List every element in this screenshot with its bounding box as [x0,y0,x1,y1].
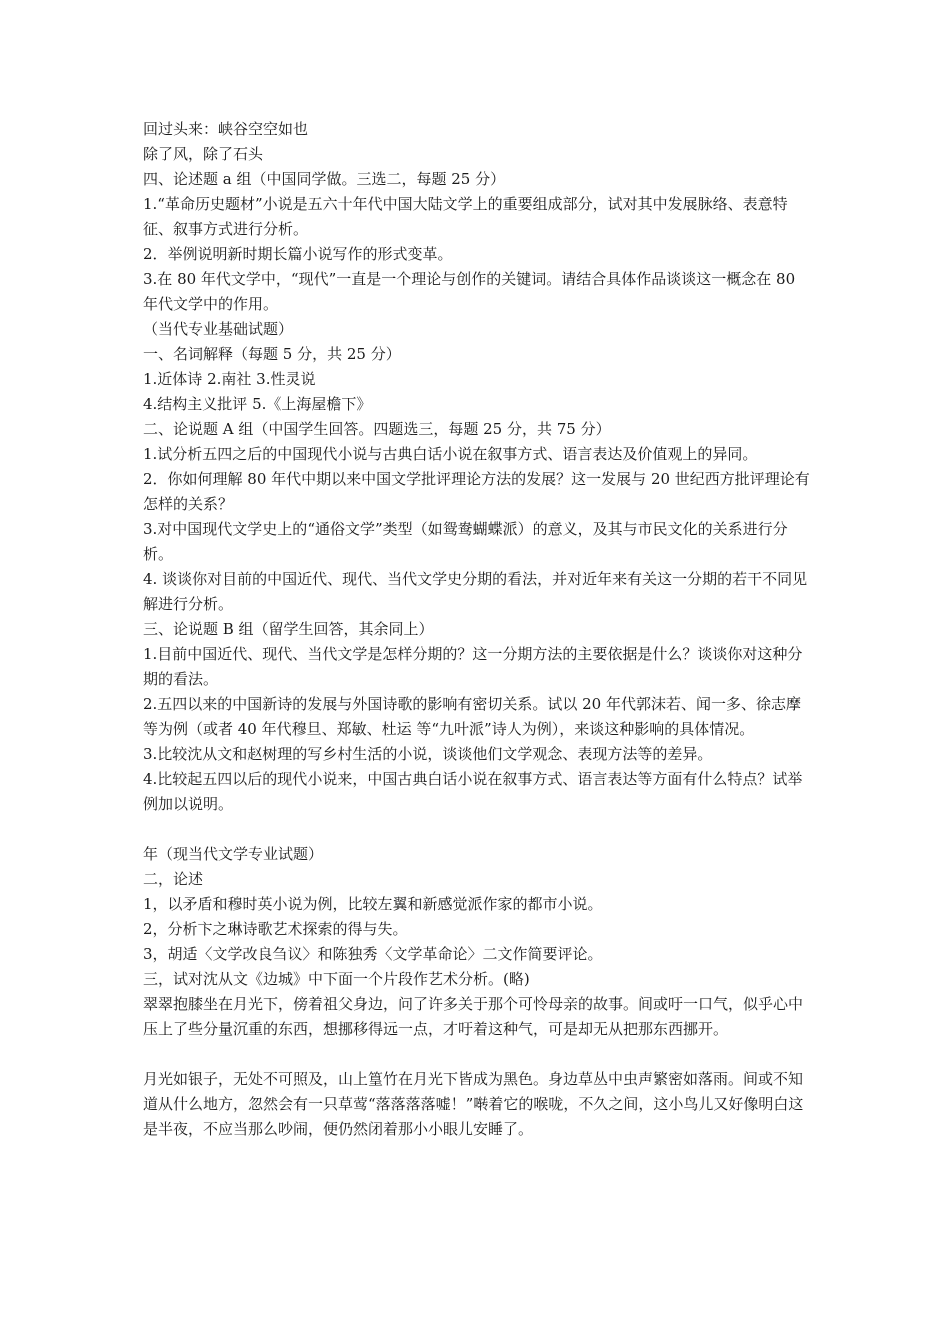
question-item: 2．你如何理解 80 年代中期以来中国文学批评理论方法的发展？这一发展与 20 世纪西方批评理论有怎样的关系？ [143,470,810,513]
blank-line [143,817,813,842]
question-item: 1.目前中国近代、现代、当代文学是怎样分期的？这一分期方法的主要依据是什么？谈谈你对这种分期的看法。 [143,645,803,688]
section-heading: 四、论述题 a 组（中国同学做。三选二，每题 25 分） [143,170,506,188]
section-subtitle: （当代专业基础试题） [143,320,294,338]
section-heading: 三、论说题 B 组（留学生回答，其余同上） [143,620,434,638]
blank-line [143,1042,813,1067]
section-heading: 三，试对沈从文《边城》中下面一个片段作艺术分析。(略) [143,970,530,988]
question-item: 3，胡适〈文学改良刍议〉和陈独秀〈文学革命论〉二文作简要评论。 [143,945,603,963]
question-item: 3.比较沈从文和赵树理的写乡村生活的小说，谈谈他们文学观念、表现方法等的差异。 [143,745,713,763]
question-item: 2，分析卞之琳诗歌艺术探索的得与失。 [143,920,408,938]
question-item: 1.“革命历史题材”小说是五六十年代中国大陆文学上的重要组成部分，试对其中发展脉络、表意特征、叙事方式进行分析。 [143,195,788,238]
year-heading [143,842,813,867]
poem-line: 回过头来：峡谷空空如也 [143,120,309,138]
section-heading: 二，论述 [143,870,204,888]
year-heading-text: 年（现当代文学专业试题） [143,845,324,863]
question-item: 4.比较起五四以后的现代小说来，中国古典白话小说在叙事方式、语言表达等方面有什么特点？试举例加以说明。 [143,770,803,813]
section-heading: 一、名词解释（每题 5 分，共 25 分） [143,345,401,363]
question-item: 3.在 80 年代文学中，“现代”一直是一个理论与创作的关键词。请结合具体作品谈谈这一概念在 80 年代文学中的作用。 [143,270,796,313]
question-item: 4.结构主义批评 5.《上海屋檐下》 [143,395,372,413]
question-item: 1，以矛盾和穆时英小说为例，比较左翼和新感觉派作家的都市小说。 [143,895,603,913]
section-heading: 二、论说题 A 组（中国学生回答。四题选三，每题 25 分，共 75 分） [143,420,611,438]
question-item: 2．举例说明新时期长篇小说写作的形式变革。 [143,245,453,263]
poem-line: 除了风，除了石头 [143,145,264,163]
question-item: 1.近体诗 2.南社 3.性灵说 [143,370,316,388]
question-item: 1.试分析五四之后的中国现代小说与古典白话小说在叙事方式、语言表达及价值观上的异同。 [143,445,758,463]
question-item: 2.五四以来的中国新诗的发展与外国诗歌的影响有密切关系。试以 20 年代郭沫若、闻一多、徐志摩等为例（或者 40 年代穆旦、郑敏、杜运 等“九叶派”诗人为例），来谈这种影响的具体情况。 [143,695,801,738]
document-body [143,117,813,1142]
excerpt-paragraph: 月光如银子，无处不可照及，山上篁竹在月光下皆成为黑色。身边草丛中虫声繁密如落雨。间或不知道从什么地方，忽然会有一只草莺“落落落落嘘！”啭着它的喉咙，不久之间，这小鸟儿又好像明白这是半夜，不应当那么吵闹，便仍然闭着那小小眼儿安睡了。 [143,1070,804,1138]
excerpt-paragraph: 翠翠抱膝坐在月光下，傍着祖父身边，问了许多关于那个可怜母亲的故事。间或吁一口气，似乎心中压上了些分量沉重的东西，想挪移得远一点，才吁着这种气，可是却无从把那东西挪开。 [143,995,804,1038]
question-item: 3.对中国现代文学史上的“通俗文学”类型（如鸳鸯蝴蝶派）的意义，及其与市民文化的关系进行分析。 [143,520,788,563]
question-item: 4. 谈谈你对目前的中国近代、现代、当代文学史分期的看法，并对近年来有关这一分期的若干不同见解进行分析。 [143,570,808,613]
